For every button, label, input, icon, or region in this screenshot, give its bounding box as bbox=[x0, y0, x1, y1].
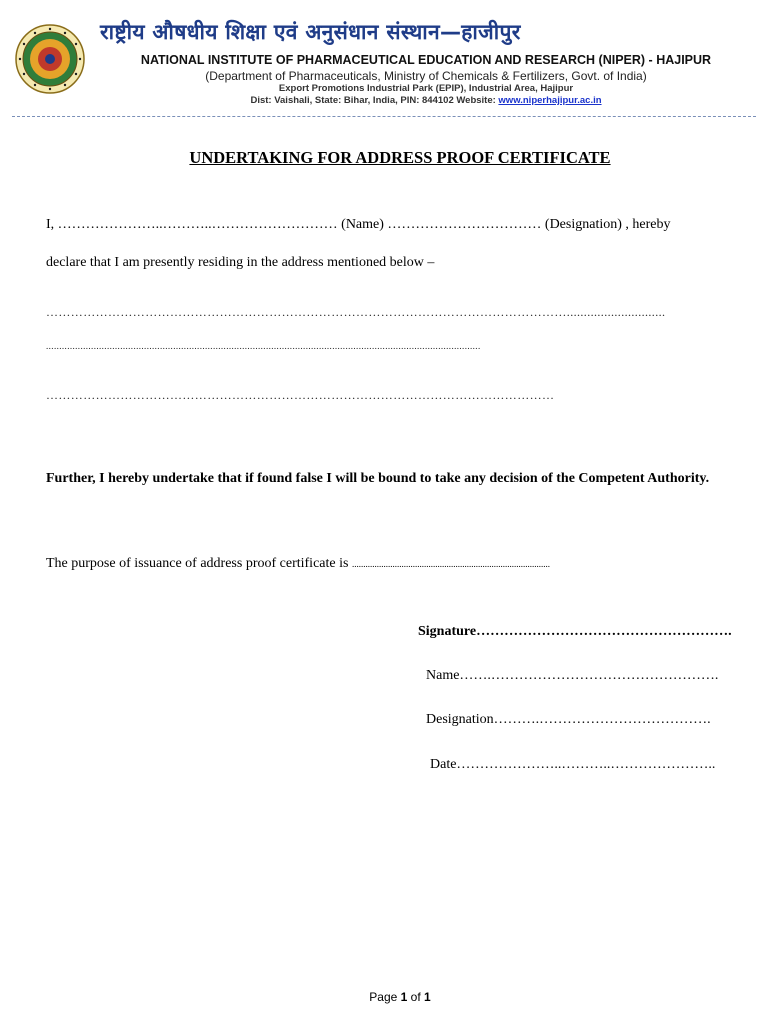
address-line: Export Promotions Industrial Park (EPIP), Industrial Area, Hajipur bbox=[278, 83, 574, 94]
purpose-line bbox=[46, 556, 550, 572]
header-divider bbox=[12, 116, 756, 117]
niper-logo bbox=[13, 24, 87, 94]
undertaking-paragraph: Further, I hereby undertake that if found false I will be bound to take any decision of the Competent Authority. bbox=[46, 471, 710, 486]
signature-field: Signature………………………………………………. bbox=[418, 624, 732, 639]
page-number bbox=[0, 990, 768, 1004]
page-label: Page bbox=[369, 990, 401, 1004]
website-link[interactable]: www.niperhajipur.ac.in bbox=[498, 95, 602, 106]
name-field: Name…….…………………………………………. bbox=[426, 668, 719, 683]
address-blank-1: ………………………………………………………………………………………………………………............................. bbox=[46, 305, 666, 319]
district-line bbox=[96, 95, 756, 106]
department-line: (Department of Pharmaceuticals, Ministry of Chemicals & Fertilizers, Govt. of India) bbox=[205, 69, 647, 83]
address-blank-3: …………………………………………………………………………………………………………… bbox=[46, 388, 555, 402]
address-blank-2: .................................................................................................................................................................... bbox=[46, 341, 481, 351]
purpose-blank: ........................................................................................ bbox=[351, 559, 550, 569]
designation-field: Designation……….………………………………. bbox=[426, 712, 711, 727]
declaration-line-2: declare that I am presently residing in the address mentioned below – bbox=[46, 255, 435, 270]
current-page: 1 bbox=[400, 990, 408, 1004]
declaration-line-1: I, …………………..………..……………………… (Name) …………………………… (Designation) , hereby bbox=[46, 217, 671, 232]
document-title: UNDERTAKING FOR ADDRESS PROOF CERTIFICATE bbox=[189, 148, 611, 167]
institute-hindi-name: राष्ट्रीय औषधीय शिक्षा एवं अनुसंधान संस्थान—हाजीपुर bbox=[100, 20, 521, 44]
total-pages: 1 bbox=[424, 990, 431, 1004]
institute-name: NATIONAL INSTITUTE OF PHARMACEUTICAL EDUCATION AND RESEARCH (NIPER) - HAJIPUR bbox=[140, 53, 712, 67]
purpose-label: The purpose of issuance of address proof certificate is bbox=[46, 556, 349, 571]
district-text: Dist: Vaishali, State: Bihar, India, PIN: 844102 Website: bbox=[250, 95, 499, 106]
date-field: Date…………………..………..………………….. bbox=[430, 757, 716, 772]
page-of: of bbox=[407, 990, 425, 1004]
